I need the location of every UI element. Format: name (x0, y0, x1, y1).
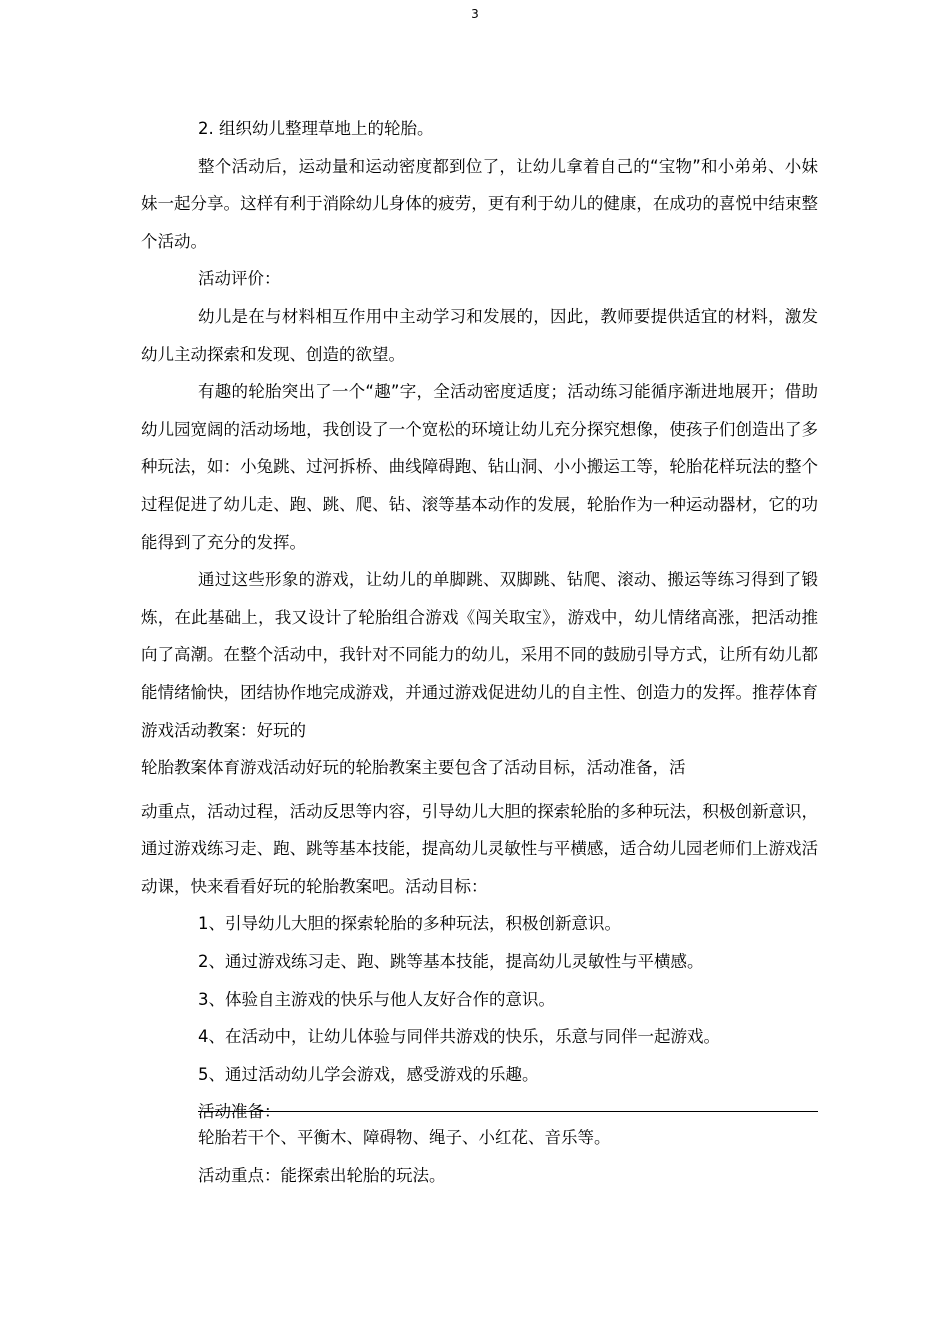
document-body (141, 110, 818, 1131)
paragraph-lesson-intro-continued: 动重点，活动过程，活动反思等内容，引导幼儿大胆的探索轮胎的多种玩法，积极创新意识，通过游戏练习走、跑、跳等基本技能，提高幼儿灵敏性与平横感，适合幼儿园老师们上游戏活动课，快来看看好玩的轮胎教案吧。活动目标： (141, 801, 818, 896)
heading-activity-evaluation: 活动评价： (198, 269, 281, 289)
goal-item-5: 5、通过活动幼儿学会游戏，感受游戏的乐趣。 (198, 1064, 539, 1084)
paragraph-evaluation-games: 通过这些形象的游戏，让幼儿的单脚跳、双脚跳、钻爬、滚动、搬运等练习得到了锻炼，在此基础上，我又设计了轮胎组合游戏《闯关取宝》，游戏中，幼儿情绪高涨，把活动推向了高潮。在整个活动中，我针对不同能力的幼儿，采用不同的鼓励引导方式，让所有幼儿都能情绪愉快，团结协作地完成游戏，并通过游戏促进幼儿的自主性、创造力的发挥。推荐体育游戏活动教案：好玩的 (141, 570, 818, 740)
paragraph-organize-tires: 2. 组织幼儿整理草地上的轮胎。 (198, 119, 434, 138)
page-number: 3 (471, 7, 479, 21)
goal-item-4: 4、在活动中，让幼儿体验与同伴共游戏的快乐，乐意与同伴一起游戏。 (198, 1027, 720, 1047)
goal-item-2: 2、通过游戏练习走、跑、跳等基本技能，提高幼儿灵敏性与平横感。 (198, 952, 704, 972)
document-body-continued (141, 1119, 818, 1194)
goal-item-1: 1、引导幼儿大胆的探索轮胎的多种玩法，积极创新意识。 (198, 914, 621, 934)
paragraph-activity-end: 整个活动后，运动量和运动密度都到位了，让幼儿拿着自己的“宝物”和小弟弟、小妹妹一起分享。这样有利于消除幼儿身体的疲劳，更有利于幼儿的健康，在成功的喜悦中结束整个活动。 (141, 156, 818, 251)
goal-item-3: 3、体验自主游戏的快乐与他人友好合作的意识。 (198, 989, 555, 1009)
paragraph-activity-focus: 活动重点：能探索出轮胎的玩法。 (198, 1165, 446, 1185)
paragraph-preparation-materials: 轮胎若干个、平衡木、障碍物、绳子、小红花、音乐等。 (198, 1128, 611, 1147)
paragraph-lesson-intro-line: 轮胎教案体育游戏活动好玩的轮胎教案主要包含了活动目标，活动准备，活 (141, 758, 686, 778)
paragraph-evaluation-fun: 有趣的轮胎突出了一个“趣”字，全活动密度适度；活动练习能循序渐进地展开；借助幼儿园宽阔的活动场地，我创设了一个宽松的环境让幼儿充分探究想像，使孩子们创造出了多种玩法，如：小兔跳、过河拆桥、曲线障碍跑、钻山洞、小小搬运工等，轮胎花样玩法的整个过程促进了幼儿走、跑、跳、爬、钻、滚等基本动作的发展，轮胎作为一种运动器材，它的功能得到了充分的发挥。 (141, 382, 818, 552)
horizontal-rule (198, 1111, 818, 1112)
heading-activity-preparation: 活动准备： (198, 1102, 281, 1122)
paragraph-evaluation-materials: 幼儿是在与材料相互作用中主动学习和发展的，因此，教师要提供适宜的材料，激发幼儿主动探索和发现、创造的欲望。 (141, 306, 818, 364)
